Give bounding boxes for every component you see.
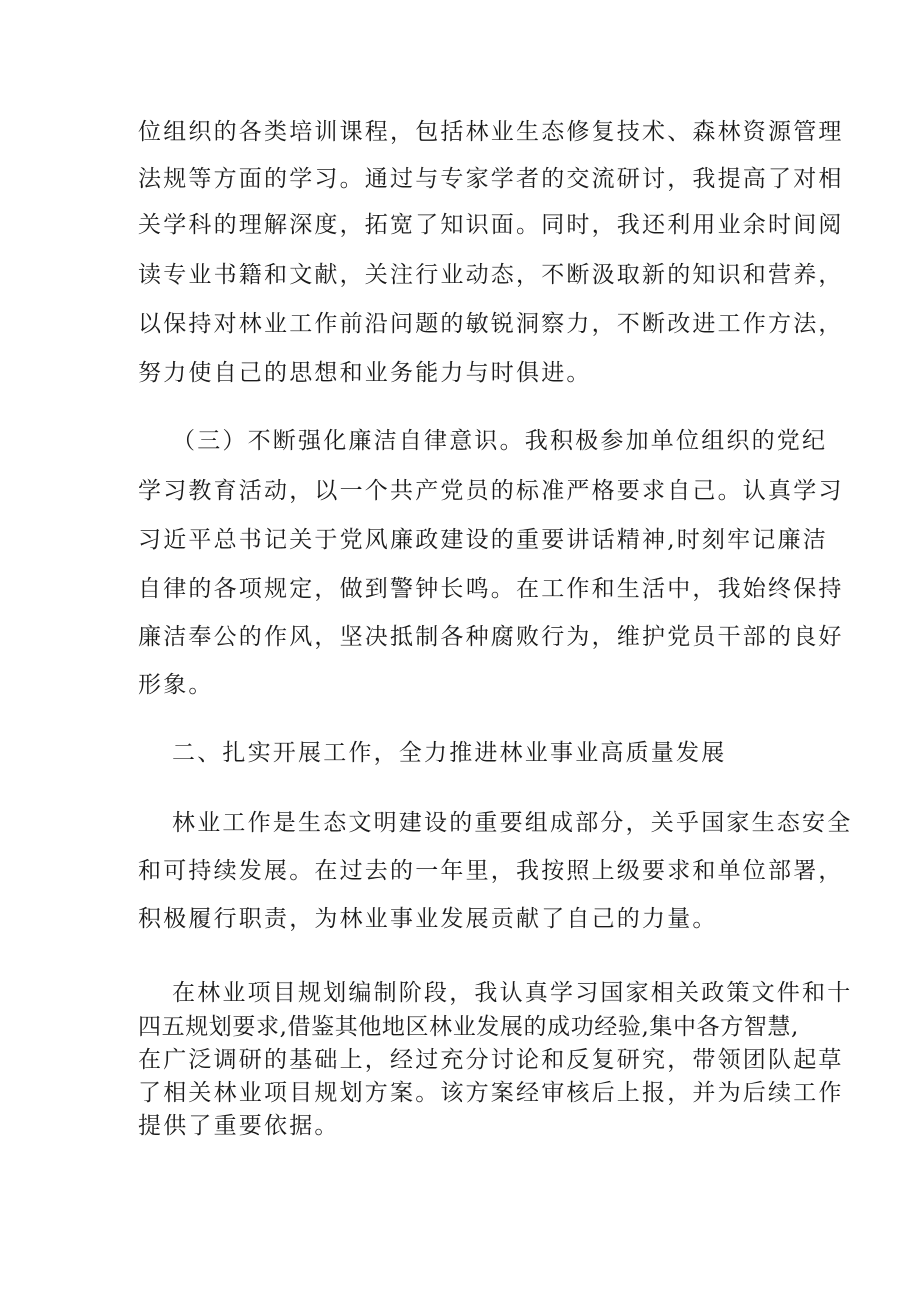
text-line: 法规等方面的学习。通过与专家学者的交流研讨，我提高了对相 <box>138 166 844 192</box>
text-line: 廉洁奉公的作风，坚决抵制各种腐败行为，维护党员干部的良好 <box>138 624 844 650</box>
text-line: 积极履行职责，为林业事业发展贡献了自己的力量。 <box>138 906 718 932</box>
text-line: （三）不断强化廉洁自律意识。我积极参加单位组织的党纪 <box>172 428 828 454</box>
text-line: 自律的各项规定，做到警钟长鸣。在工作和生活中，我始终保持 <box>138 576 844 602</box>
section-heading: 二、扎实开展工作，全力推进林业事业高质量发展 <box>172 740 727 766</box>
text-line: 位组织的各类培训课程，包括林业生态修复技术、森林资源管理 <box>138 119 844 145</box>
text-line: 以保持对林业工作前沿问题的敏锐洞察力，不断改进工作方法， <box>138 311 844 337</box>
text-line: 形象。 <box>138 672 214 698</box>
text-line: 了相关林业项目规划方案。该方案经审核后上报，并为后续工作 <box>138 1080 844 1106</box>
text-line: 学习教育活动，以一个共产党员的标准严格要求自己。认真学习 <box>138 478 844 504</box>
text-line: 努力使自己的思想和业务能力与时俱进。 <box>138 360 592 386</box>
text-line: 在林业项目规划编制阶段，我认真学习国家相关政策文件和十 <box>172 980 853 1006</box>
text-line: 提供了重要依据。 <box>138 1113 340 1139</box>
text-line: 和可持续发展。在过去的一年里，我按照上级要求和单位部署， <box>138 858 844 884</box>
text-line: 四五规划要求,借鉴其他地区林业发展的成功经验,集中各方智慧, <box>138 1014 799 1040</box>
text-line: 习近平总书记关于党风廉政建设的重要讲话精神,时刻牢记廉洁 <box>138 527 828 553</box>
text-line: 在广泛调研的基础上，经过充分讨论和反复研究，带领团队起草 <box>138 1047 844 1073</box>
text-line: 林业工作是生态文明建设的重要组成部分，关乎国家生态安全 <box>172 810 853 836</box>
text-line: 读专业书籍和文献，关注行业动态，不断汲取新的知识和营养， <box>138 262 844 288</box>
text-line: 关学科的理解深度，拓宽了知识面。同时，我还利用业余时间阅 <box>138 212 844 238</box>
